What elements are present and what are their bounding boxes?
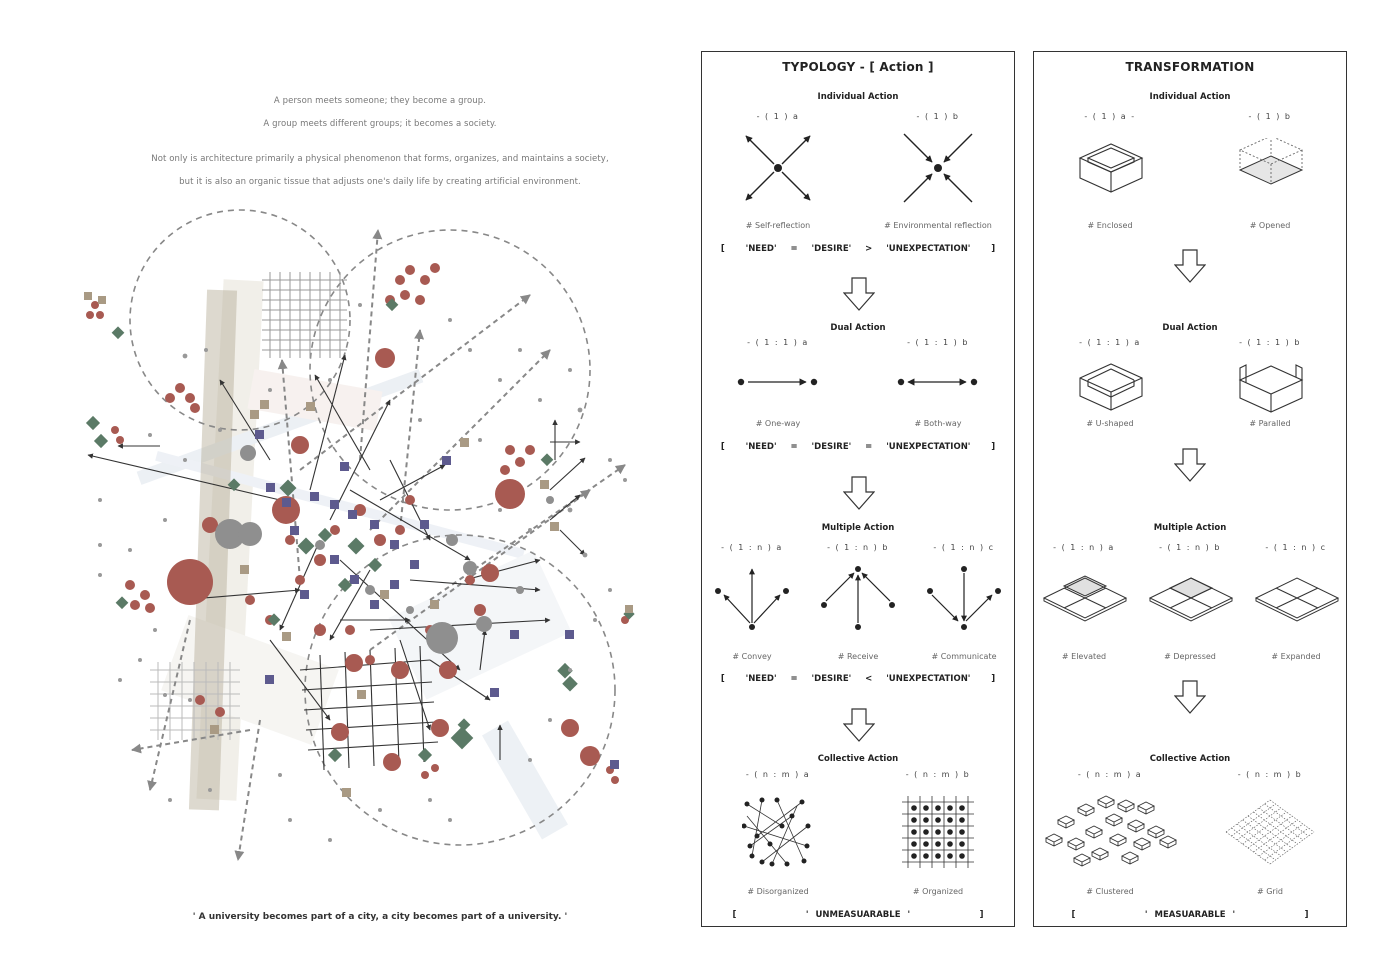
typology-multiple-code-a: - ( 1 : n ) a <box>721 543 783 552</box>
cluster-box <box>1068 838 1084 850</box>
iso-grid-line <box>1237 808 1281 840</box>
cluster-box <box>1074 854 1090 866</box>
down-arrow-icon <box>1174 448 1206 482</box>
receive-arrows-icon <box>820 565 896 631</box>
grid-dot <box>959 841 965 847</box>
typology-multiple-label-b: # Receive <box>837 652 879 661</box>
cluster-box <box>1106 814 1122 826</box>
down-arrow-icon <box>843 708 875 742</box>
transformation-panel <box>1033 51 1347 927</box>
typology-collective-label-a: # Disorganized <box>747 887 809 896</box>
down-arrow-icon <box>1174 249 1206 283</box>
typology-dual-heading: Dual Action <box>830 323 886 333</box>
transformation-collective-code-b: - ( n : m ) b <box>1237 770 1303 779</box>
iso-grid-line <box>1237 824 1281 856</box>
transformation-collective-heading: Collective Action <box>1149 754 1231 764</box>
inward-arrows-icon <box>902 132 974 204</box>
typology-dual-code-a: - ( 1 : 1 ) a <box>747 338 809 347</box>
iso-grid-line <box>1270 832 1314 864</box>
elevated-plane-icon <box>1042 574 1128 622</box>
transformation-multiple-label-b: # Depressed <box>1164 652 1216 661</box>
cluster-box <box>1128 820 1144 832</box>
grid-dot <box>959 853 965 859</box>
grid-dot <box>911 841 917 847</box>
transformation-title: TRANSFORMATION <box>1125 60 1255 74</box>
typology-dual-label-b: # Both-way <box>914 419 962 428</box>
grid-dot <box>911 829 917 835</box>
grid-dot <box>959 829 965 835</box>
grid-mesh-icon <box>1224 796 1318 868</box>
typology-individual-code-b: - ( 1 ) b <box>916 112 960 121</box>
disorganized-network-icon <box>742 796 812 868</box>
grid-dot <box>923 841 929 847</box>
transformation-collective-code-a: - ( n : m ) a <box>1077 770 1143 779</box>
clustered-boxes-icon <box>1038 790 1188 874</box>
down-arrow-icon <box>843 277 875 311</box>
typology-individual-label-a: # Self-reflection <box>745 221 811 230</box>
typology-individual-formula: [ 'NEED' = 'DESIRE' > 'UNEXPECTATION' ] <box>720 244 996 254</box>
grid-dot <box>935 817 941 823</box>
transformation-individual-label-b: # Opened <box>1249 221 1291 230</box>
cluster-box <box>1138 802 1154 814</box>
typology-multiple-code-b: - ( 1 : n ) b <box>827 543 889 552</box>
convey-arrows-icon <box>714 565 790 631</box>
cluster-box <box>1134 838 1150 850</box>
grid-dot <box>935 805 941 811</box>
one-way-arrow-icon <box>736 376 820 388</box>
grid-dot <box>947 817 953 823</box>
cluster-box <box>1098 796 1114 808</box>
grid-dot <box>959 805 965 811</box>
typology-dual-label-a: # One-way <box>755 419 801 428</box>
typology-multiple-code-c: - ( 1 : n ) c <box>933 543 995 552</box>
typology-individual-code-a: - ( 1 ) a <box>756 112 800 121</box>
typology-title: TYPOLOGY - [ Action ] <box>782 60 934 74</box>
urban-collage <box>70 200 650 900</box>
cluster-box <box>1092 848 1108 860</box>
organized-grid-icon <box>902 796 974 868</box>
collage-caption: ' A university becomes part of a city, a city becomes part of a university. ' <box>192 912 568 922</box>
typology-multiple-label-a: # Convey <box>732 652 772 661</box>
u-shaped-box-icon <box>1078 356 1144 416</box>
expanded-plane-icon <box>1254 574 1340 622</box>
enclosed-box-icon <box>1078 138 1144 198</box>
intro-line-3: Not only is architecture primarily a physical phenomenon that forms, organizes, and maintains a society, <box>151 154 609 164</box>
typology-collective-label-b: # Organized <box>912 887 964 896</box>
grid-dot <box>923 853 929 859</box>
iso-grid-line <box>1254 820 1298 852</box>
communicate-arrows-icon <box>926 565 1002 631</box>
grid-dot <box>935 853 941 859</box>
grid-dot <box>923 829 929 835</box>
grid-dot <box>911 805 917 811</box>
grid-dot <box>947 829 953 835</box>
transformation-multiple-code-a: - ( 1 : n ) a <box>1053 543 1115 552</box>
depressed-plane-icon <box>1148 574 1234 622</box>
grid-dot <box>935 829 941 835</box>
cluster-box <box>1118 800 1134 812</box>
cluster-box <box>1078 804 1094 816</box>
typology-collective-heading: Collective Action <box>817 754 899 764</box>
down-arrow-icon <box>1174 680 1206 714</box>
typology-panel <box>701 51 1015 927</box>
typology-dual-code-b: - ( 1 : 1 ) b <box>907 338 969 347</box>
opened-box-icon <box>1238 138 1304 198</box>
cluster-box <box>1046 834 1062 846</box>
transformation-multiple-label-c: # Expanded <box>1271 652 1321 661</box>
typology-multiple-heading: Multiple Action <box>821 523 895 533</box>
transformation-collective-formula: [ ' MEASUARABLE ' ] <box>1071 910 1309 920</box>
cluster-box <box>1110 834 1126 846</box>
typology-individual-heading: Individual Action <box>817 92 899 102</box>
transformation-multiple-label-a: # Elevated <box>1061 652 1107 661</box>
grid-dot <box>911 817 917 823</box>
grid-dot <box>947 805 953 811</box>
transformation-individual-heading: Individual Action <box>1149 92 1231 102</box>
transformation-collective-label-b: # Grid <box>1256 887 1284 896</box>
cluster-box <box>1086 826 1102 838</box>
cluster-box <box>1160 836 1176 848</box>
cluster-box <box>1058 816 1074 828</box>
grid-dot <box>959 817 965 823</box>
outward-arrows-icon <box>742 132 814 204</box>
iso-grid-line <box>1270 800 1314 832</box>
transformation-dual-label-b: # Paralled <box>1249 419 1291 428</box>
transformation-dual-heading: Dual Action <box>1162 323 1218 333</box>
typology-collective-formula: [ ' UNMEASUARABLE ' ] <box>732 910 984 920</box>
iso-grid-line <box>1254 812 1298 844</box>
transformation-dual-code-a: - ( 1 : 1 ) a <box>1079 338 1141 347</box>
typology-individual-label-b: # Environmental reflection <box>884 221 992 230</box>
transformation-multiple-code-b: - ( 1 : n ) b <box>1159 543 1221 552</box>
cluster-box <box>1122 852 1138 864</box>
parallel-walls-icon <box>1238 356 1304 416</box>
intro-line-1: A person meets someone; they become a group. <box>273 96 487 106</box>
down-arrow-icon <box>843 476 875 510</box>
transformation-multiple-heading: Multiple Action <box>1153 523 1227 533</box>
transformation-multiple-code-c: - ( 1 : n ) c <box>1265 543 1327 552</box>
grid-dot <box>947 853 953 859</box>
iso-grid-line <box>1265 804 1309 836</box>
transformation-individual-label-a: # Enclosed <box>1087 221 1133 230</box>
typology-collective-code-b: - ( n : m ) b <box>905 770 971 779</box>
transformation-individual-code-b: - ( 1 ) b <box>1248 112 1292 121</box>
grid-dot <box>911 853 917 859</box>
grid-dot <box>935 841 941 847</box>
typology-multiple-label-c: # Communicate <box>931 652 997 661</box>
transformation-dual-label-a: # U-shaped <box>1086 419 1134 428</box>
typology-collective-code-a: - ( n : m ) a <box>745 770 811 779</box>
grid-dot <box>923 817 929 823</box>
transformation-dual-code-b: - ( 1 : 1 ) b <box>1239 338 1301 347</box>
intro-line-2: A group meets different groups; it becomes a society. <box>263 119 497 129</box>
intro-line-4: but it is also an organic tissue that adjusts one's daily life by creating artificial environment. <box>179 177 581 187</box>
typology-multiple-formula: [ 'NEED' = 'DESIRE' < 'UNEXPECTATION' ] <box>720 674 996 684</box>
transformation-collective-label-a: # Clustered <box>1086 887 1134 896</box>
transformation-individual-code-a: - ( 1 ) a - <box>1084 112 1136 121</box>
typology-dual-formula: [ 'NEED' = 'DESIRE' = 'UNEXPECTATION' ] <box>720 442 996 452</box>
iso-grid-line <box>1265 828 1309 860</box>
grid-dot <box>947 841 953 847</box>
cluster-box <box>1148 826 1164 838</box>
grid-dot <box>923 805 929 811</box>
both-way-arrow-icon <box>896 376 980 388</box>
grid-mesh-top <box>262 272 347 358</box>
